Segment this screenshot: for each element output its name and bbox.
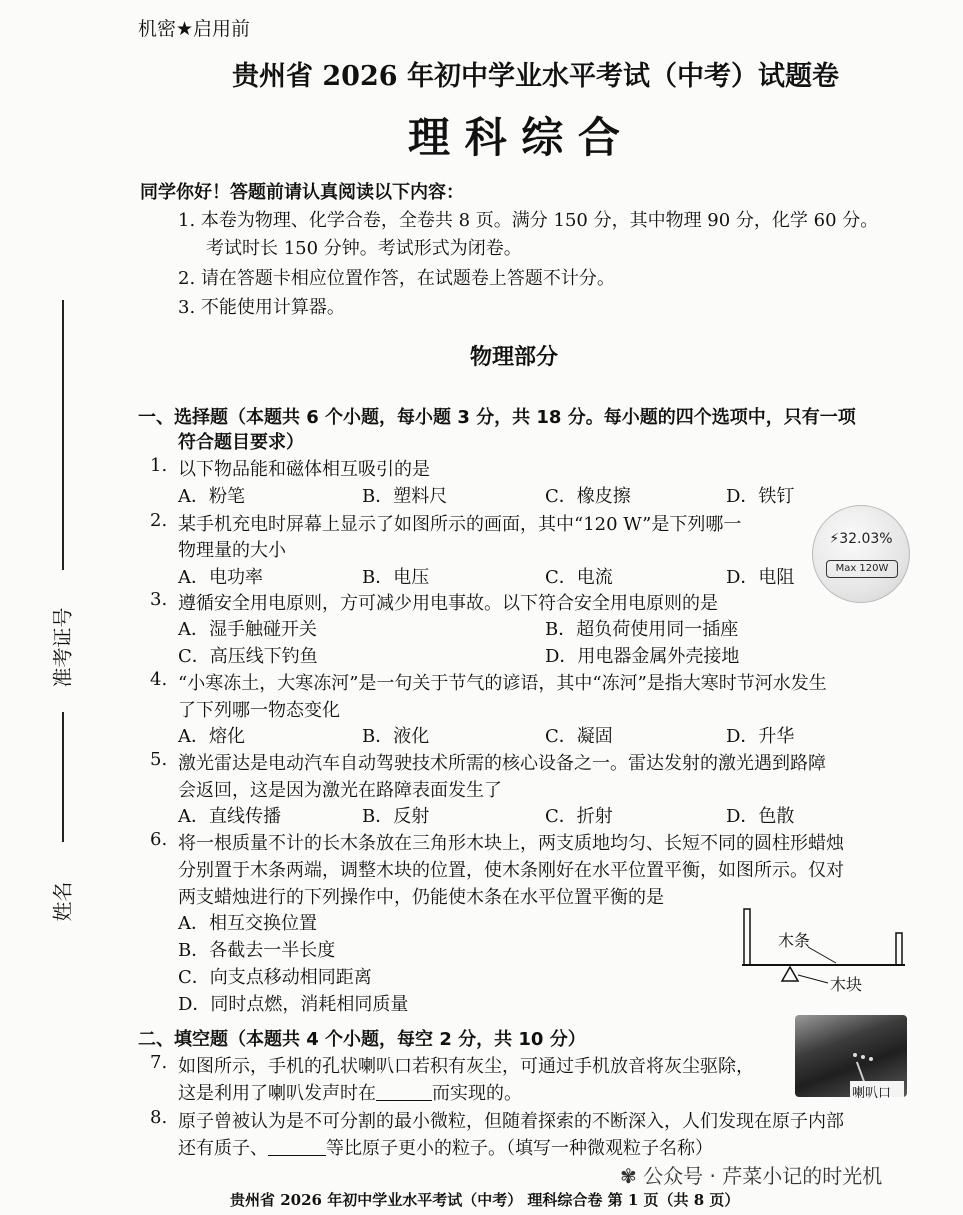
charging-figure: [812, 505, 910, 603]
option-a: A．直线传播: [178, 806, 281, 827]
speaker-hole-icon: [869, 1057, 873, 1061]
option-d: D．升华: [726, 726, 795, 747]
option-a: A．粉笔: [178, 486, 245, 507]
block-leader-line: [798, 975, 828, 983]
notice-heading: 同学你好！答题前请认真阅读以下内容：: [140, 182, 464, 203]
notice-item: 3. 不能使用计算器。: [178, 297, 345, 318]
option-b: B．反射: [362, 806, 430, 827]
bar-leader-line: [808, 947, 836, 963]
option-c: C．折射: [545, 806, 613, 827]
option-c: C．橡皮擦: [545, 486, 631, 507]
option-b: B．各截去一半长度: [178, 940, 336, 961]
question-number: 5.: [150, 749, 168, 770]
max-power-label: Max 120W: [826, 560, 898, 578]
wechat-icon: ✾: [620, 1164, 644, 1188]
section-2-heading: 二、填空题（本题共 4 个小题，每空 2 分，共 10 分）: [138, 1029, 586, 1050]
subject-title: 理 科 综 合: [408, 113, 620, 162]
question-number: 4.: [150, 669, 168, 690]
option-a: A．熔化: [178, 726, 245, 747]
question-text: 以下物品能和磁体相互吸引的是: [178, 459, 430, 480]
question-number: 6.: [150, 829, 168, 850]
notice-item: 2. 请在答题卡相应位置作答，在试题卷上答题不计分。: [178, 268, 615, 289]
option-b: B．超负荷使用同一插座: [545, 619, 739, 640]
answer-blank: [376, 1082, 432, 1101]
wooden-block: [782, 967, 798, 981]
option-c: C．电流: [545, 567, 613, 588]
short-candle: [896, 933, 902, 965]
question-text: 两支蜡烛进行的下列操作中，仍能使木条在水平位置平衡的是: [178, 887, 664, 908]
question-text: 将一根质量不计的长木条放在三角形木块上，两支质地均匀、长短不同的圆柱形蜡烛: [178, 833, 844, 854]
question-number: 8.: [150, 1107, 168, 1128]
name-line: [62, 712, 64, 842]
speaker-hole-icon: [853, 1053, 857, 1057]
question-text: “小寒冻土，大寒冻河”是一句关于节气的谚语，其中“冻河”是指大寒时节河水发生: [178, 673, 827, 694]
option-c: C．高压线下钓鱼: [178, 646, 318, 667]
notice-item: 1. 本卷为物理、化学合卷，全卷共 8 页。满分 150 分，其中物理 90 分，化学 60 分。: [178, 210, 879, 231]
exam-id-line: [62, 300, 64, 570]
exam-title: 贵州省 2026 年初中学业水平考试（中考）试题卷: [232, 61, 839, 92]
answer-blank: [268, 1137, 326, 1156]
question-text: 遵循安全用电原则，方可减少用电事故。以下符合安全用电原则的是: [178, 593, 718, 614]
option-a: A．湿手触碰开关: [178, 619, 317, 640]
question-text: 某手机充电时屏幕上显示了如图所示的画面，其中“120 W”是下列哪一: [178, 514, 742, 535]
question-text: 这是利用了喇叭发声时在 而实现的。: [178, 1083, 522, 1104]
block-label: 木块: [830, 975, 863, 994]
charging-percent: ⚡32.03%: [829, 531, 893, 547]
option-d: D．电阻: [726, 567, 795, 588]
lightning-icon: ⚡: [829, 531, 840, 547]
lever-figure: [740, 905, 910, 997]
confidential-mark: 机密★启用前: [138, 18, 251, 40]
long-candle: [744, 909, 750, 965]
section-1-heading: 一、选择题（本题共 6 个小题，每小题 3 分，共 18 分。每小题的四个选项中，只有一项: [138, 407, 856, 428]
notice-item: 考试时长 150 分钟。考试形式为闭卷。: [206, 238, 522, 259]
question-number: 3.: [150, 589, 168, 610]
option-d: D．用电器金属外壳接地: [545, 646, 740, 667]
exam-id-label: 准考证号: [50, 607, 75, 688]
bar-label: 木条: [778, 931, 811, 950]
question-text: 分别置于木条两端，调整木块的位置，使木条刚好在水平位置平衡，如图所示。仅对: [178, 860, 844, 881]
option-a: A．相互交换位置: [178, 913, 317, 934]
question-text: 激光雷达是电动汽车自动驾驶技术所需的核心设备之一。雷达发射的激光遇到路障: [178, 753, 826, 774]
question-text: 如图所示，手机的孔状喇叭口若积有灰尘，可通过手机放音将灰尘驱除，: [178, 1056, 754, 1077]
option-b: B．塑料尺: [362, 486, 448, 507]
section-title: 物理部分: [470, 345, 559, 370]
speaker-hole-icon: [861, 1055, 865, 1059]
option-c: C．凝固: [545, 726, 613, 747]
question-text: 了下列哪一物态变化: [178, 700, 340, 721]
question-number: 7.: [150, 1052, 168, 1073]
question-number: 1.: [150, 455, 168, 476]
option-d: D．铁钉: [726, 486, 795, 507]
option-a: A．电功率: [178, 567, 263, 588]
option-b: B．电压: [362, 567, 430, 588]
watermark: ✾ 公众号 · 芹菜小记的时光机: [620, 1164, 883, 1188]
option-d: D．色散: [726, 806, 795, 827]
question-text: 物理量的大小: [178, 540, 286, 561]
name-label: 姓名: [50, 881, 75, 922]
speaker-label: 喇叭口: [852, 1086, 892, 1101]
question-text: 原子曾被认为是不可分割的最小微粒，但随着探索的不断深入，人们发现在原子内部: [178, 1111, 844, 1132]
question-text: 会返回，这是因为激光在路障表面发生了: [178, 780, 502, 801]
option-b: B．液化: [362, 726, 430, 747]
option-d: D．同时点燃，消耗相同质量: [178, 994, 409, 1015]
option-c: C．向支点移动相同距离: [178, 967, 372, 988]
page-footer: 贵州省 2026 年初中学业水平考试（中考） 理科综合卷 第 1 页（共 8 页）: [230, 1191, 740, 1209]
question-number: 2.: [150, 510, 168, 531]
section-1-heading-cont: 符合题目要求）: [178, 432, 304, 453]
question-text: 还有质子、 等比原子更小的粒子。（填写一种微观粒子名称）: [178, 1138, 713, 1159]
